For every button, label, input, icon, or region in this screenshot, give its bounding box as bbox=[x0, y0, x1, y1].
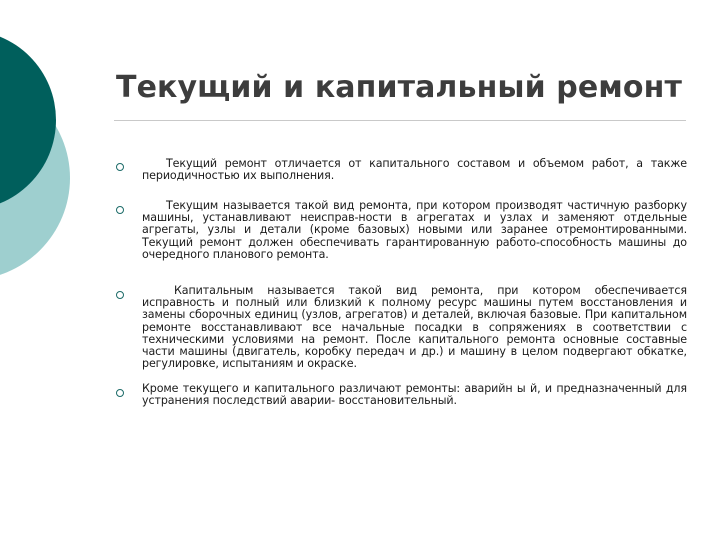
bullet-4-text: Кроме текущего и капитального различают ремонты: аварийн ы й, и предназначенный для устранения последствий аварии- восстановительный. bbox=[142, 382, 687, 408]
title-divider bbox=[114, 120, 686, 121]
bullet-circle-icon bbox=[116, 163, 124, 171]
bullet-text-4 bbox=[142, 383, 687, 407]
bullet-circle-icon bbox=[116, 291, 124, 299]
bullet-text-2 bbox=[142, 200, 687, 261]
slide-title: Текущий и капитальный ремонт bbox=[116, 70, 682, 105]
bullet-2-text: Текущим называется такой вид ремонта, при котором производят частичную разборку машины, устанавливают неисправ-ности в агрегатах и узлах и заменяют отдельные агрегаты, узлы и детали (кроме базовых) новыми или заранее отремонтированными. Текущий ремонт должен обеспечивать гарантированную работо-способность машины до очередного планового ремонта. bbox=[142, 199, 687, 261]
bullet-circle-icon bbox=[116, 206, 124, 214]
bullet-text-1 bbox=[142, 158, 687, 182]
bullet-text-3 bbox=[142, 285, 687, 370]
bullet-1-text: Текущий ремонт отличается от капитального составом и объемом работ, а также периодичностью их выполнения. bbox=[142, 157, 687, 183]
bullet-3-text: Капитальным называется такой вид ремонта, при котором обеспечивается исправность и полный или близкий к полному ресурс машины путем восстановления и замены сборочных единиц (узлов, агрегатов) и деталей, включая базовые. При капитальном ремонте восстанавливают все начальные посадки в сопряжениях в соответствии с техническими условиями на ремонт. После капитального ремонта основные составные части машины (двигатель, коробку передач и др.) и машину в целом подвергают обкатке, регулировке, испытаниям и окраске. bbox=[142, 284, 687, 371]
bullet-circle-icon bbox=[116, 389, 124, 397]
